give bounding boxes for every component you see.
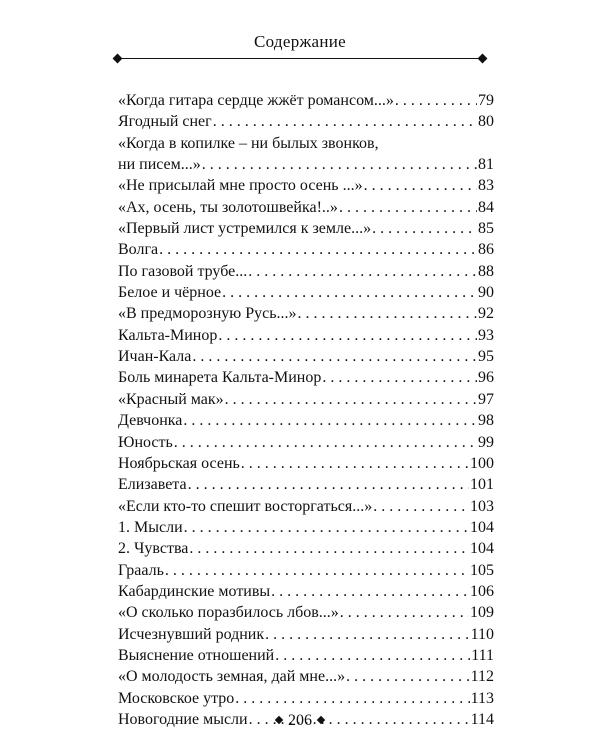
toc-entry-page: 103: [470, 497, 494, 515]
toc-entry-page: 105: [470, 561, 494, 579]
dot-leader: [248, 261, 477, 282]
toc-entry: [118, 496, 494, 517]
toc-entry-title: «О молодость земная, дай мне...»: [118, 668, 346, 686]
toc-entry-page: 97: [478, 390, 494, 408]
toc-entry-page: 83: [478, 177, 494, 195]
dot-leader: [395, 90, 477, 111]
dot-leader: [322, 367, 477, 388]
toc-entry: [118, 645, 494, 666]
dot-leader: [183, 410, 477, 431]
toc-entry-page: 85: [478, 220, 494, 238]
toc-entry-page: 79: [478, 92, 494, 109]
table-of-contents: [118, 90, 494, 730]
diamond-ornament-icon: [275, 716, 283, 724]
toc-entry: [118, 624, 494, 645]
toc-entry-title: 1. Мысли: [118, 518, 183, 536]
toc-entry: [118, 389, 494, 410]
toc-entry: [118, 154, 494, 175]
toc-entry-page: 99: [478, 433, 494, 451]
page-footer: [0, 712, 600, 730]
toc-entry: [118, 410, 494, 431]
toc-entry-page: 106: [470, 582, 494, 600]
toc-entry: [118, 602, 494, 623]
diamond-ornament-icon: [317, 716, 325, 724]
toc-entry: [118, 175, 494, 196]
toc-entry-page: 109: [470, 604, 494, 622]
dot-leader: [271, 581, 469, 602]
toc-entry: [118, 90, 494, 111]
toc-entry-page: 90: [478, 284, 494, 302]
toc-entry: [118, 261, 494, 282]
toc-entry-title: «Когда гитара сердце жжёт романсом...»: [118, 92, 394, 109]
toc-entry-title: Кальта-Минор: [118, 326, 218, 344]
toc-entry-title: «Красный мак»: [118, 390, 224, 408]
toc-entry-page: 84: [478, 198, 494, 216]
dot-leader: [364, 175, 477, 196]
toc-entry-title: Исчезнувший родник: [118, 625, 265, 643]
toc-entry-title: 2. Чувства: [118, 540, 189, 558]
toc-entry-page: 110: [470, 625, 494, 643]
dot-leader: [222, 282, 477, 303]
toc-entry-title: Юность: [118, 433, 173, 451]
toc-entry-title: «Ах, осень, ты золотошвейка!..»: [118, 198, 338, 216]
toc-entry: [118, 517, 494, 538]
toc-entry-page: 92: [478, 305, 494, 323]
dot-leader: [192, 346, 477, 367]
toc-entry-title: Московское утро: [118, 689, 235, 707]
toc-entry: [118, 325, 494, 346]
dot-leader: [275, 645, 470, 666]
toc-entry-page: 113: [470, 689, 494, 707]
toc-entry-page: 86: [478, 241, 494, 259]
toc-entry-page: 93: [478, 326, 494, 344]
toc-entry-page: 111: [471, 646, 494, 664]
dot-leader: [339, 197, 477, 218]
toc-entry-page: 96: [478, 369, 494, 387]
dot-leader: [265, 624, 469, 645]
toc-entry-title: По газовой трубе...: [118, 262, 248, 280]
dot-leader: [202, 154, 477, 175]
toc-entry-title: ни писем...»: [118, 156, 201, 174]
section-title: Содержание: [253, 32, 347, 51]
toc-entry: [118, 282, 494, 303]
toc-entry: [118, 666, 494, 687]
toc-entry-page: 81: [478, 156, 494, 174]
toc-entry: [118, 581, 494, 602]
toc-entry: [118, 688, 494, 709]
toc-entry-title: Белое и чёрное: [118, 284, 222, 302]
toc-entry-page: 112: [470, 668, 494, 686]
toc-entry-title: Боль минарета Кальта-Минор: [118, 369, 322, 387]
toc-entry-title: Кабардинские мотивы: [118, 582, 271, 600]
dot-leader: [235, 688, 469, 709]
dot-leader: [340, 602, 469, 623]
toc-entry-title: Грааль: [118, 561, 164, 579]
toc-entry: [118, 432, 494, 453]
toc-entry-title: Ноябрьская осень: [118, 454, 240, 472]
toc-entry-title: Ягодный снег: [118, 113, 212, 131]
diamond-ornament-icon: [113, 54, 123, 64]
dot-leader: [165, 560, 469, 581]
toc-entry-page: 88: [478, 262, 494, 280]
toc-entry-page: 114: [470, 710, 494, 728]
dot-leader: [174, 432, 477, 453]
toc-entry-title: Новогодние мысли: [118, 710, 248, 728]
toc-entry-title: Выяснение отношений: [118, 646, 275, 664]
page-number: 206: [288, 712, 312, 729]
toc-entry-title: Елизавета: [118, 476, 187, 494]
dot-leader: [184, 517, 469, 538]
toc-entry: [118, 453, 494, 474]
toc-entry: [118, 303, 494, 324]
toc-entry: [118, 346, 494, 367]
toc-entry: [118, 538, 494, 559]
toc-entry-title: Волга: [118, 241, 159, 259]
dot-leader: [373, 496, 469, 517]
toc-entry-page: 101: [470, 476, 494, 494]
toc-entry-title: «Не присылай мне просто осень ...»: [118, 177, 363, 195]
toc-entry: [118, 367, 494, 388]
toc-entry: [118, 474, 494, 495]
toc-entry-title: Девчонка: [118, 412, 183, 430]
dot-leader: [159, 239, 477, 260]
toc-entry-title: «Если кто-то спешит восторгаться...»: [118, 497, 373, 515]
dot-leader: [188, 474, 469, 495]
toc-entry-page: 95: [478, 348, 494, 366]
toc-entry-title: «В предморозную Русь...»: [118, 305, 297, 323]
toc-entry-page: 98: [478, 412, 494, 430]
toc-entry-title-line: «Когда в копилке – ни былых звонков,: [118, 134, 379, 152]
dot-leader: [213, 111, 477, 132]
toc-entry-page: 104: [470, 540, 494, 558]
dot-leader: [218, 325, 477, 346]
dot-leader: [225, 389, 477, 410]
toc-entry-page: 100: [470, 454, 494, 472]
toc-entry-title: «Первый лист устремился к земле...»: [118, 220, 372, 238]
toc-entry-title: «О сколько поразбилось лбов...»: [118, 604, 339, 622]
dot-leader: [372, 218, 477, 239]
toc-entry: [118, 111, 494, 132]
toc-entry: [118, 239, 494, 260]
dot-leader: [241, 453, 469, 474]
toc-entry: [118, 560, 494, 581]
toc-entry-page: 80: [478, 113, 494, 131]
header-rule: [118, 58, 482, 59]
dot-leader: [298, 303, 477, 324]
toc-entry-page: 104: [470, 518, 494, 536]
toc-entry: [118, 197, 494, 218]
dot-leader: [346, 666, 470, 687]
dot-leader: [189, 538, 469, 559]
diamond-ornament-icon: [478, 54, 488, 64]
toc-entry-title: Ичан-Кала: [118, 348, 192, 366]
toc-entry: [118, 218, 494, 239]
